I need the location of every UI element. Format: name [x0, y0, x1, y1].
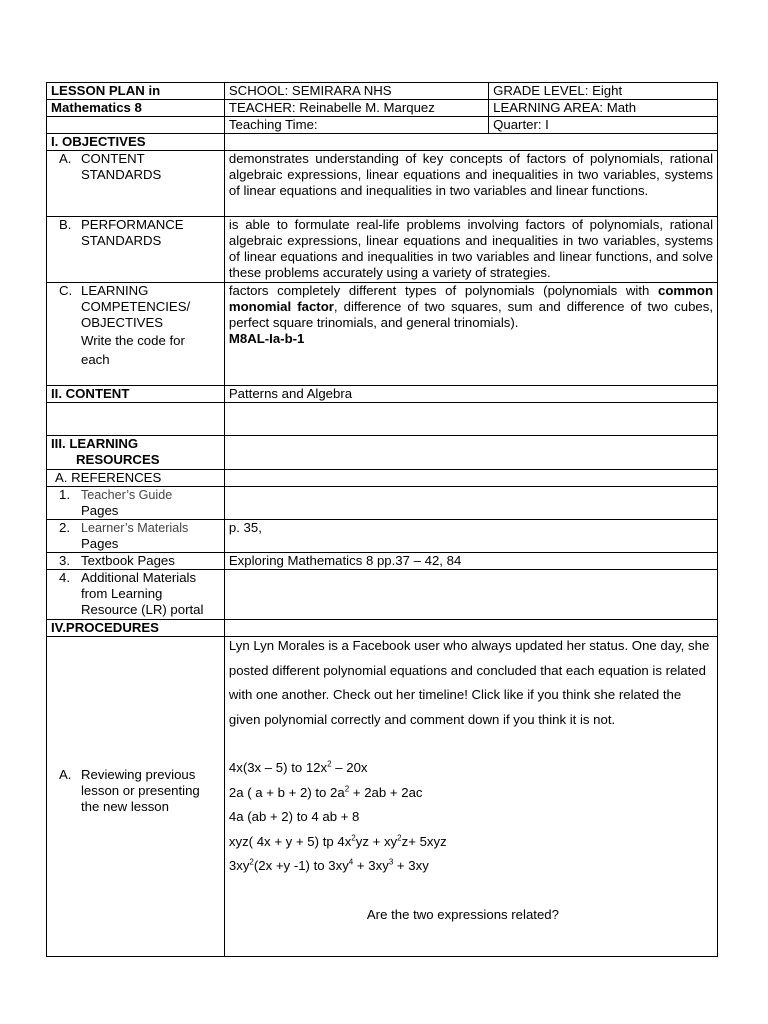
- equation-list: [229, 756, 713, 879]
- equation-5: $3xy^2(2x +y$ -1) to $3xy^4 + 3xy^3 + 3xy$: [228, 857, 429, 873]
- resource-item-value: [224, 487, 717, 520]
- question-text: Are the two expressions related?: [366, 906, 559, 922]
- content-value: Patterns and Algebra: [224, 386, 717, 403]
- procedures-heading: IV.PROCEDURES: [47, 620, 225, 637]
- blank-cell: [224, 403, 717, 436]
- intro-paragraph: Lyn Lyn Morales is a Facebook user who always updated her status. One day, she posted different polynomial equations and concluded that each equation is related with one another. Check out her timeline! Click like if you think she related the given polynomial correctly and comment down if you think it is not.: [228, 638, 710, 727]
- performance-standards-text: is able to formulate real-life problems involving factors of polynomials, rational algebraic expressions, linear equations and inequalities in two variables, systems of linear equations and inequalities in two variables and linear functions, and solve these problems accurately using a variety of strategies.: [224, 217, 717, 283]
- objectives-heading: I. OBJECTIVES: [47, 134, 225, 151]
- blank-cell: [224, 470, 717, 487]
- blank-cell: [224, 134, 717, 151]
- competencies-text: factors completely different types of polynomials (polynomials with common monomial factor, difference of two squares, sum and difference of two cubes, perfect square trinomials, and general trinomials). M8AL-Ia-b-1: [224, 283, 717, 386]
- references-label: A. REFERENCES: [47, 470, 225, 487]
- learning-area-cell: LEARNING AREA: Math: [489, 100, 718, 117]
- grade-level-cell: GRADE LEVEL: Eight: [489, 83, 718, 100]
- resource-item-value: p. 35,: [224, 520, 717, 553]
- resource-item-value: Exploring Mathematics 8 pp.37 – 42, 84: [224, 553, 717, 570]
- teacher-cell: TEACHER: Reinabelle M. Marquez: [224, 100, 488, 117]
- competencies-label: C. LEARNING COMPETENCIES/ OBJECTIVES Write the code for each: [47, 283, 225, 386]
- equation-2: 2a ( a + b + 2) to $2a^2 + 2ab + 2ac$: [228, 784, 423, 800]
- resource-item-label: 1. Teacher’s Guide Pages: [47, 487, 225, 520]
- quarter-cell: Quarter: I: [489, 117, 718, 134]
- resource-item-label: 3. Textbook Pages: [47, 553, 225, 570]
- reviewing-lesson-content: [224, 637, 717, 957]
- blank-cell: [224, 436, 717, 470]
- blank-cell: [47, 403, 225, 436]
- content-heading: II. CONTENT: [47, 386, 225, 403]
- equation-1: 4x(3x – 5) to $12x^2 - 20x$: [228, 759, 368, 775]
- resource-item-label: 2. Learner’s Materials Pages: [47, 520, 225, 553]
- resource-item-value: [224, 570, 717, 620]
- reviewing-lesson-label: A. Reviewing previous lesson or presenting the new lesson: [47, 637, 225, 957]
- content-standards-text: demonstrates understanding of key concepts of factors of polynomials, rational algebraic expressions, linear equations and inequalities in two variables, systems of linear equations and inequalities in two variables and linear functions.: [224, 151, 717, 217]
- equation-4: xyz( 4x + y + 5) tp $4x^2yz + xy^2z+ 5xyz$: [228, 833, 447, 849]
- performance-standards-label: B. PERFORMANCE STANDARDS: [47, 217, 225, 283]
- title-line-2: Mathematics 8: [47, 100, 225, 117]
- content-standards-label: A. CONTENT STANDARDS: [47, 151, 225, 217]
- equation-3: 4a (ab + 2) to 4 ab + 8: [228, 809, 360, 824]
- title-line-1: LESSON PLAN in: [47, 83, 225, 100]
- learning-resources-heading: III. LEARNING RESOURCES: [47, 436, 225, 470]
- blank-cell: [47, 117, 225, 134]
- school-cell: SCHOOL: SEMIRARA NHS: [224, 83, 488, 100]
- competency-code: M8AL-Ia-b-1: [228, 331, 305, 346]
- lesson-plan-table: [46, 82, 718, 957]
- resource-item-label: 4. Additional Materials from Learning Resource (LR) portal: [47, 570, 225, 620]
- teaching-time-cell: Teaching Time:: [224, 117, 488, 134]
